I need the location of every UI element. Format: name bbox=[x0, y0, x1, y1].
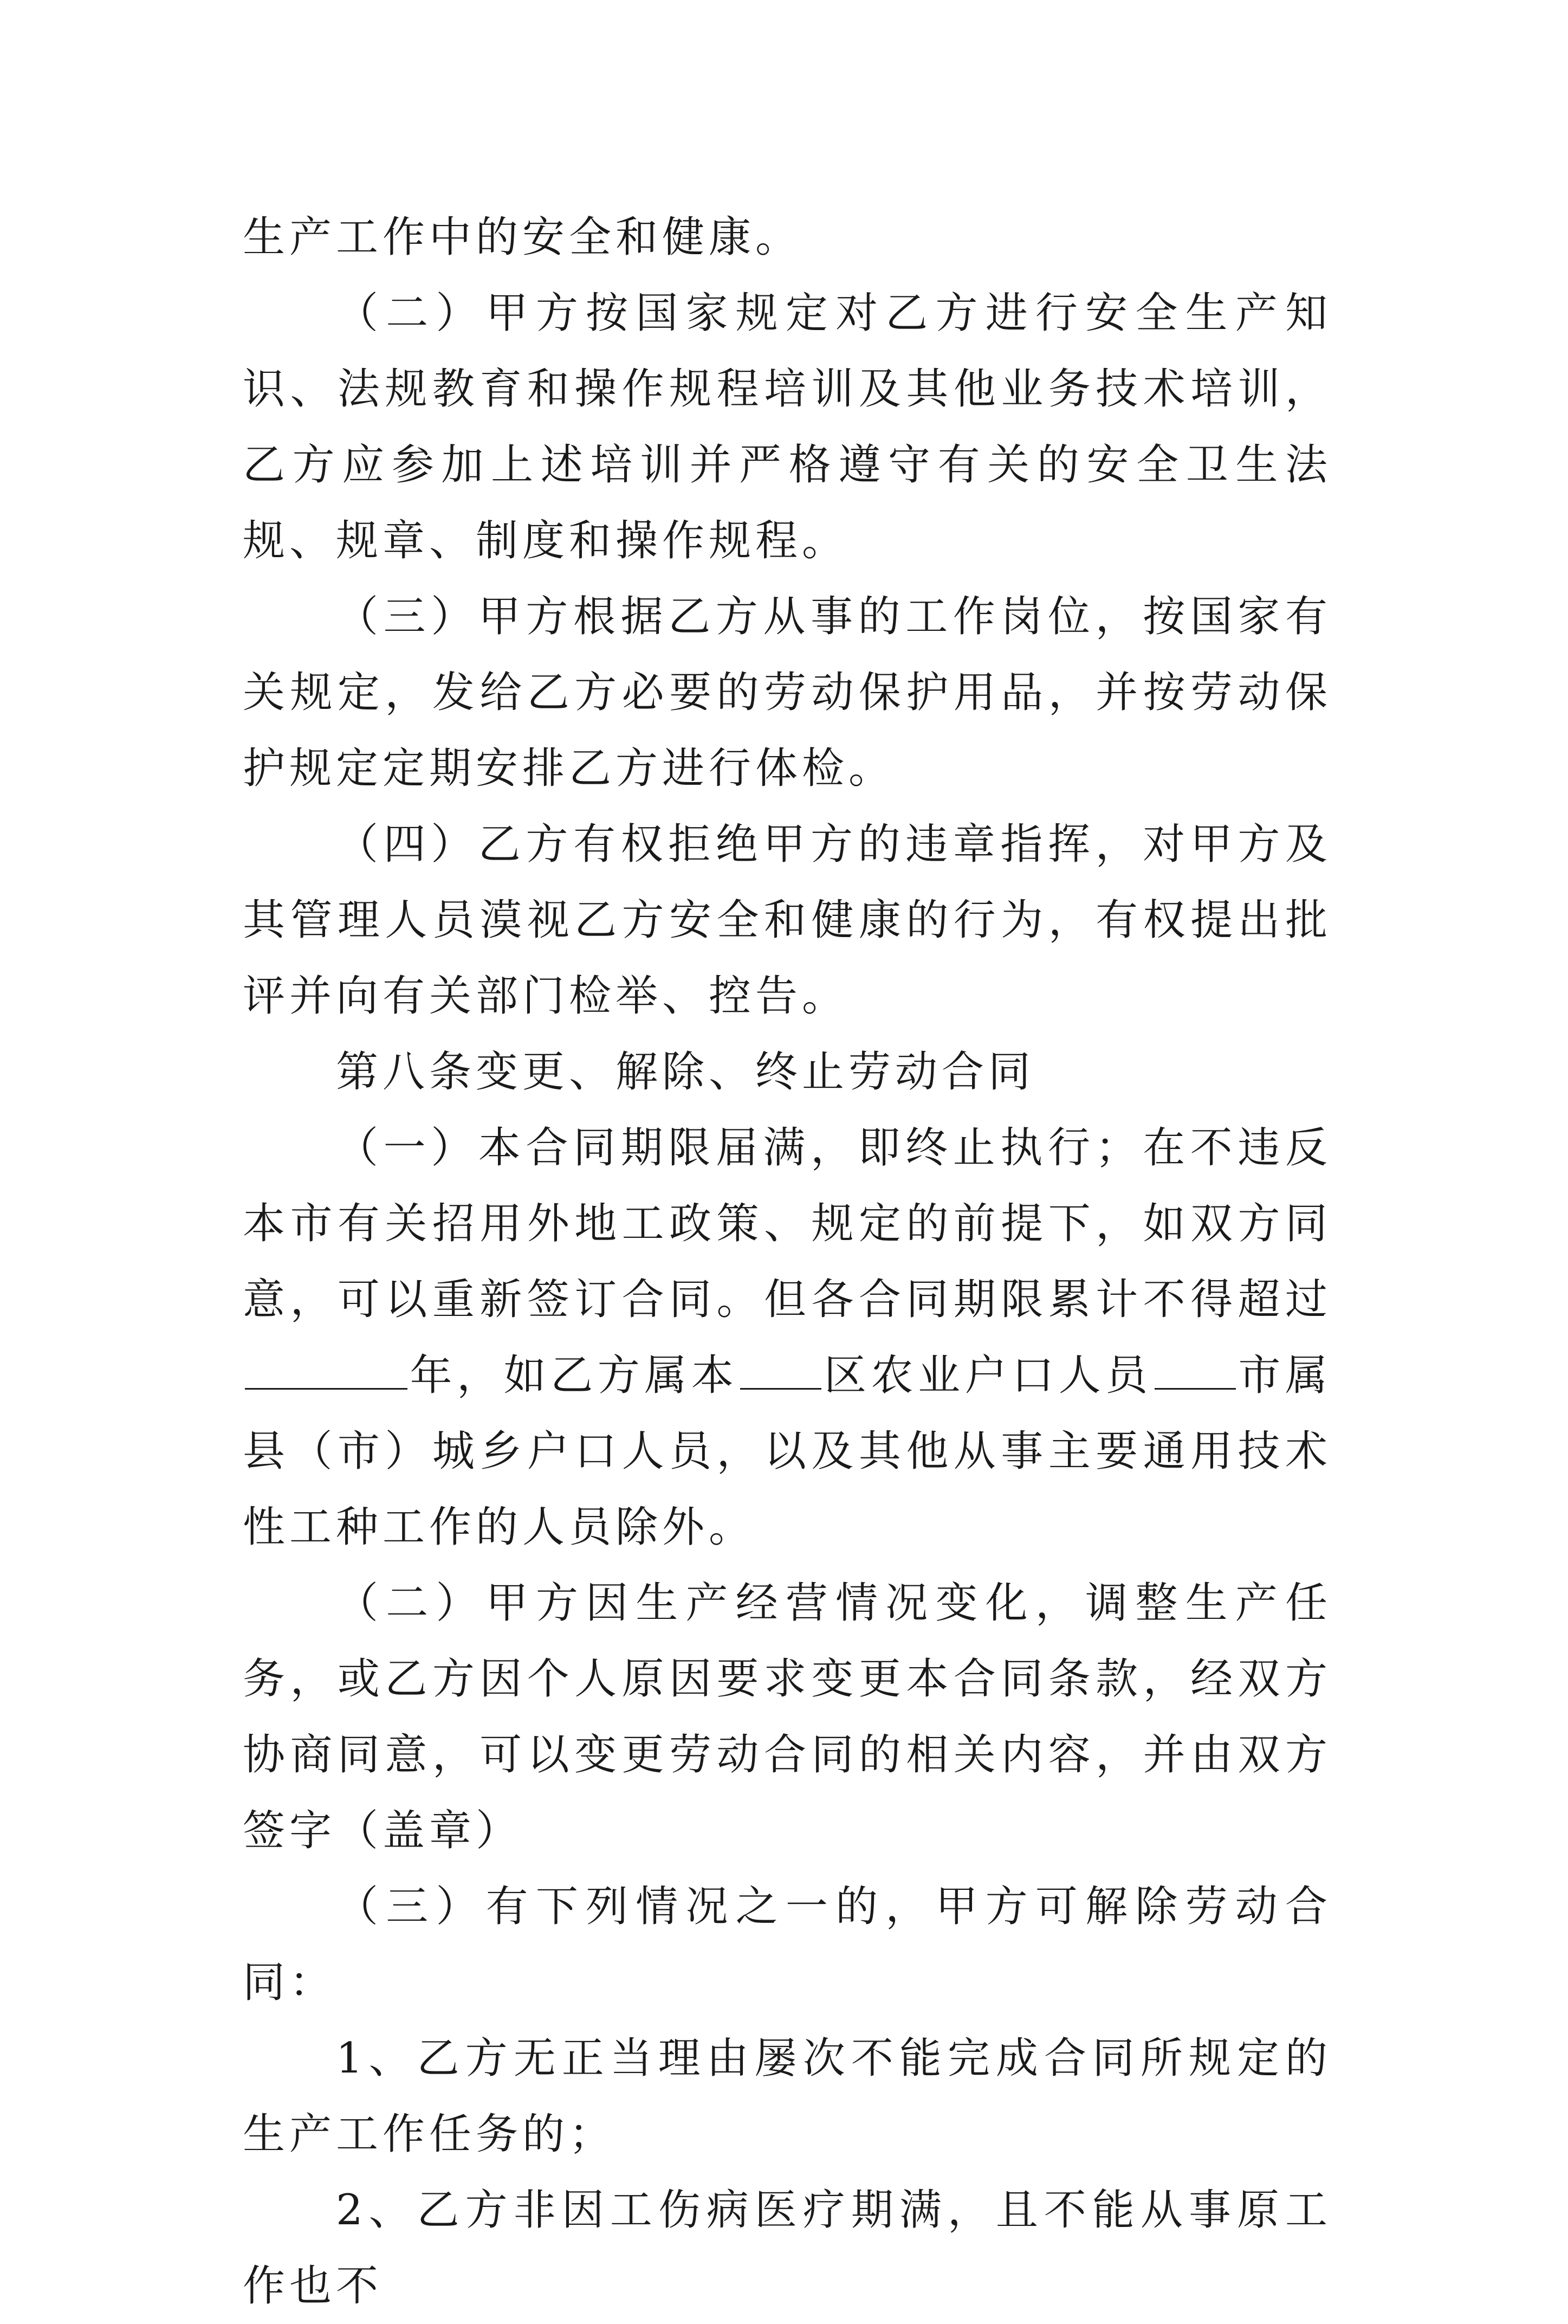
paragraph-termination-conditions: （三）有下列情况之一的，甲方可解除劳动合同： bbox=[243, 1882, 1332, 2007]
paragraph-contract-expiry bbox=[243, 1110, 1332, 1565]
paragraph-safety-training: （二）甲方按国家规定对乙方进行安全生产知识、法规教育和操作规程培训及其他业务技术培训，乙方应参加上述培训并严格遵守有关的安全卫生法规、规章、制度和操作规程。 bbox=[243, 289, 1332, 565]
paragraph-protective-equipment: （三）甲方根据乙方从事的工作岗位，按国家有关规定，发给乙方必要的劳动保护用品，并按劳动保护规定定期安排乙方进行体检。 bbox=[243, 592, 1332, 793]
article-eight-heading: 第八条变更、解除、终止劳动合同 bbox=[336, 1048, 1035, 1096]
document-body bbox=[243, 199, 1332, 2324]
contract-expiry-text-4: 市属县（市）城乡户口人员，以及其他从事主要通用技术性工种工作的人员除外。 bbox=[243, 1351, 1332, 1552]
contract-expiry-text-2: 年，如乙方属本 bbox=[410, 1351, 738, 1400]
years-blank bbox=[245, 1350, 407, 1390]
paragraph-contract-change: （二）甲方因生产经营情况变化，调整生产任务，或乙方因个人原因要求变更本合同条款，经双方协商同意，可以变更劳动合同的相关内容，并由双方签字（盖章） bbox=[243, 1579, 1332, 1855]
contract-expiry-text-3: 区农业户口人员 bbox=[824, 1351, 1152, 1400]
city-blank bbox=[1155, 1350, 1236, 1390]
paragraph-continuation: 生产工作中的安全和健康。 bbox=[243, 213, 802, 262]
contract-expiry-text-1: （一）本合同期限届满，即终止执行；在不违反本市有关招用外地工政策、规定的前提下，如双方同意，可以重新签订合同。但各合同期限累计不得超过 bbox=[243, 1124, 1332, 1324]
list-item-1: 1、乙方无正当理由屡次不能完成合同所规定的生产工作任务的； bbox=[243, 2034, 1332, 2159]
paragraph-right-to-refuse: （四）乙方有权拒绝甲方的违章指挥，对甲方及其管理人员漠视乙方安全和健康的行为，有权提出批评并向有关部门检举、控告。 bbox=[243, 820, 1332, 1021]
district-blank bbox=[740, 1350, 821, 1390]
list-item-2: 2、乙方非因工伤病医疗期满，且不能从事原工作也不 bbox=[243, 2186, 1332, 2310]
